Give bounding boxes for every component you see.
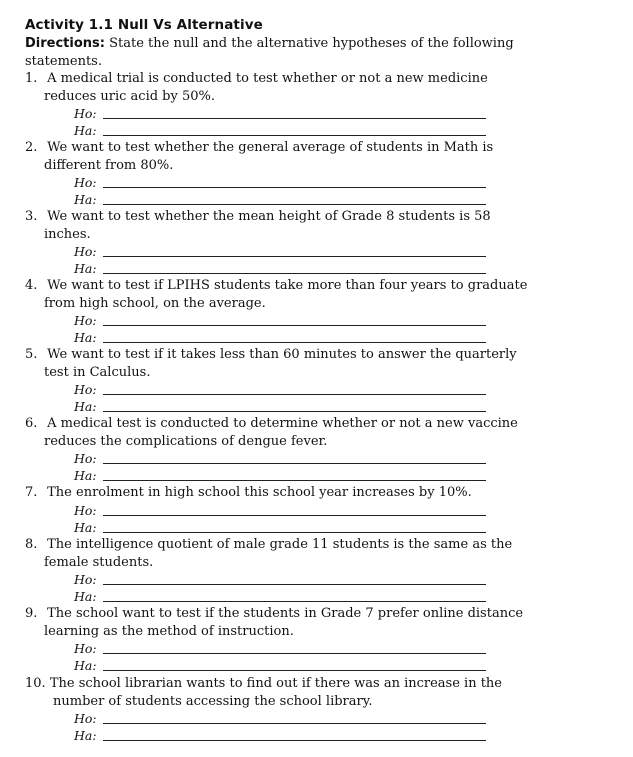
- ha-answer-row: [25, 191, 600, 208]
- question-number: 6.: [25, 416, 38, 431]
- question-text: [25, 415, 600, 450]
- ho-answer-row: [25, 571, 600, 588]
- ha-label: Ha:: [74, 728, 97, 743]
- question-line-continued: learning as the method of instruction.: [44, 623, 294, 639]
- ha-label: Ha:: [74, 123, 97, 138]
- ho-label: Ho:: [74, 175, 97, 190]
- ho-answer-blank[interactable]: [103, 118, 486, 119]
- ha-label: Ha:: [74, 192, 97, 207]
- question-number: 9.: [25, 606, 38, 621]
- question-line-continued: different from 80%.: [44, 157, 174, 173]
- directions-label: Directions:: [25, 36, 105, 51]
- ho-label: Ho:: [74, 244, 97, 259]
- ha-answer-row: [25, 657, 600, 674]
- question-line-continued: inches.: [44, 226, 91, 242]
- ha-answer-blank[interactable]: [103, 204, 486, 205]
- question-5: [25, 346, 600, 415]
- ha-answer-blank[interactable]: [103, 273, 486, 274]
- question-number: 7.: [25, 485, 38, 500]
- question-9: [25, 605, 600, 674]
- ha-answer-blank[interactable]: [103, 342, 486, 343]
- ho-answer-blank[interactable]: [103, 584, 486, 585]
- ho-answer-row: [25, 710, 600, 727]
- question-3: [25, 208, 600, 277]
- ho-answer-row: [25, 381, 600, 398]
- ho-answer-row: [25, 312, 600, 329]
- question-text: [25, 346, 600, 381]
- ha-label: Ha:: [74, 658, 97, 673]
- question-1: [25, 70, 600, 139]
- ho-answer-row: [25, 243, 600, 260]
- question-7: [25, 484, 600, 536]
- ho-answer-blank[interactable]: [103, 653, 486, 654]
- question-line-continued: reduces the complications of dengue fever.: [44, 433, 328, 449]
- question-line: The school want to test if the students in Grade 7 prefer online distance: [47, 606, 524, 621]
- ho-label: Ho:: [74, 382, 97, 397]
- ha-label: Ha:: [74, 330, 97, 345]
- question-number: 4.: [25, 278, 38, 293]
- question-line-continued: reduces uric acid by 50%.: [44, 88, 216, 104]
- question-line: We want to test if LPIHS students take more than four years to graduate: [47, 278, 528, 293]
- question-text: [25, 277, 600, 312]
- activity-title: Activity 1.1 Null Vs Alternative: [25, 17, 263, 33]
- ha-answer-blank[interactable]: [103, 601, 486, 602]
- question-2: [25, 139, 600, 208]
- question-line: A medical test is conducted to determine whether or not a new vaccine: [47, 416, 518, 431]
- ha-answer-row: [25, 727, 600, 744]
- question-text: [25, 536, 600, 571]
- ha-answer-blank[interactable]: [103, 740, 486, 741]
- question-number: 5.: [25, 347, 38, 362]
- question-number: 3.: [25, 209, 38, 224]
- ho-label: Ho:: [74, 502, 97, 518]
- question-line: The school librarian wants to find out if there was an increase in the: [49, 676, 502, 691]
- question-6: [25, 415, 600, 484]
- ho-label: Ho:: [74, 106, 97, 121]
- question-line-continued: female students.: [44, 554, 154, 570]
- question-number: 2.: [25, 140, 38, 155]
- ha-answer-blank[interactable]: [103, 135, 486, 136]
- question-line: We want to test whether the mean height of Grade 8 students is 58: [47, 209, 491, 224]
- ha-label: Ha:: [74, 399, 97, 414]
- ho-answer-blank[interactable]: [103, 325, 486, 326]
- question-text: [25, 139, 600, 174]
- question-line-continued: test in Calculus.: [44, 364, 151, 380]
- ho-label: Ho:: [74, 313, 97, 328]
- question-text: [25, 675, 600, 710]
- question-line-continued: from high school, on the average.: [44, 295, 266, 311]
- directions-text: State the null and the alternative hypotheses of the following: [109, 36, 514, 51]
- question-8: [25, 536, 600, 605]
- ho-answer-row: [25, 174, 600, 191]
- ha-answer-blank[interactable]: [103, 670, 486, 671]
- ho-label: Ho:: [74, 711, 97, 726]
- ho-answer-row: [25, 105, 600, 122]
- ho-answer-row: [25, 502, 600, 519]
- ha-label: Ha:: [74, 261, 97, 276]
- ho-answer-blank[interactable]: [103, 463, 486, 464]
- ho-label: Ho:: [74, 451, 97, 466]
- ha-answer-row: [25, 519, 600, 536]
- question-text: [25, 605, 600, 640]
- ho-answer-blank[interactable]: [103, 187, 486, 188]
- ho-label: Ho:: [74, 572, 97, 587]
- question-line: We want to test if it takes less than 60 minutes to answer the quarterly: [47, 347, 517, 362]
- ha-answer-row: [25, 329, 600, 346]
- question-line: A medical trial is conducted to test whether or not a new medicine: [47, 71, 488, 86]
- question-line: The enrolment in high school this school year increases by 10%.: [47, 485, 472, 500]
- ha-answer-blank[interactable]: [103, 411, 486, 412]
- question-text: [25, 484, 600, 502]
- ha-answer-row: [25, 122, 600, 139]
- question-line: The intelligence quotient of male grade 11 students is the same as the: [47, 537, 513, 552]
- question-number: 8.: [25, 537, 38, 552]
- ha-answer-blank[interactable]: [103, 480, 486, 481]
- ho-answer-blank[interactable]: [103, 515, 486, 516]
- ha-answer-row: [25, 467, 600, 484]
- ha-label: Ha:: [74, 519, 97, 535]
- ha-label: Ha:: [74, 468, 97, 483]
- question-10: [25, 675, 600, 744]
- question-line-continued: number of students accessing the school library.: [53, 693, 373, 709]
- ha-answer-row: [25, 398, 600, 415]
- ha-answer-row: [25, 260, 600, 277]
- question-number: 10.: [25, 676, 46, 691]
- ha-answer-row: [25, 588, 600, 605]
- ha-label: Ha:: [74, 589, 97, 604]
- ho-label: Ho:: [74, 641, 97, 656]
- question-line: We want to test whether the general average of students in Math is: [47, 140, 494, 155]
- ho-answer-row: [25, 450, 600, 467]
- question-text: [25, 208, 600, 243]
- ho-answer-row: [25, 640, 600, 657]
- ho-answer-blank[interactable]: [103, 723, 486, 724]
- question-number: 1.: [25, 71, 38, 86]
- ho-answer-blank[interactable]: [103, 394, 486, 395]
- question-text: [25, 70, 600, 105]
- ha-answer-blank[interactable]: [103, 532, 486, 533]
- directions: [25, 35, 585, 70]
- question-4: [25, 277, 600, 346]
- directions-text-continued: statements.: [25, 53, 102, 69]
- ho-answer-blank[interactable]: [103, 256, 486, 257]
